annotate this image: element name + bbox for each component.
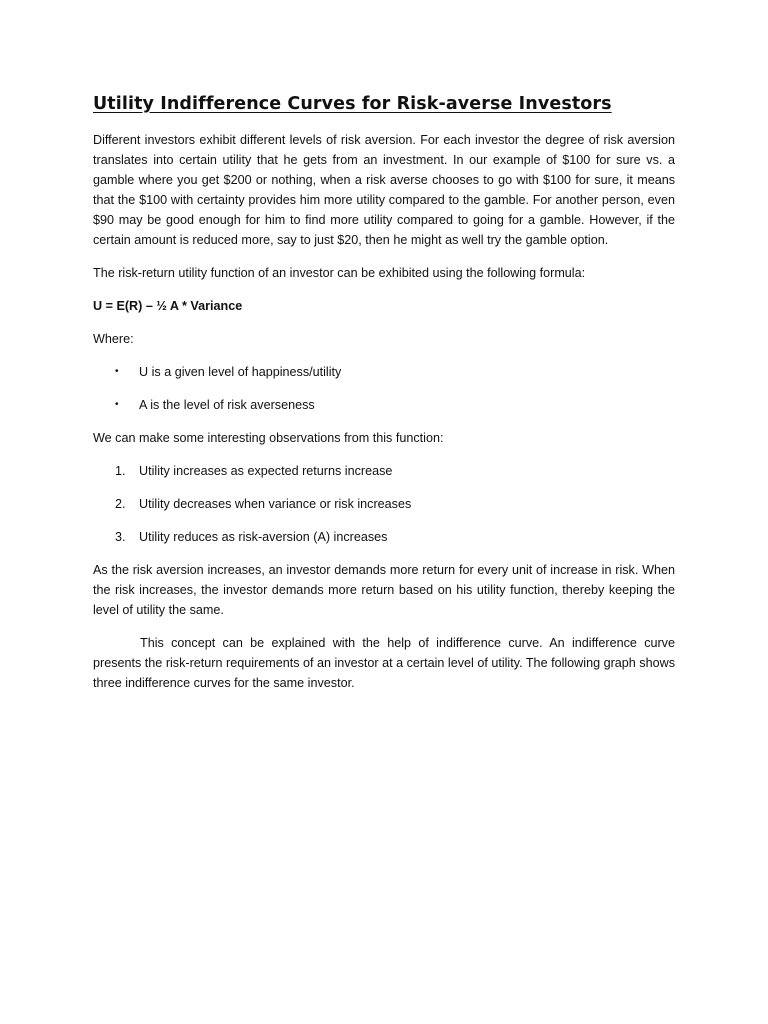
where-label: Where: <box>93 332 134 346</box>
observations-intro-paragraph: We can make some interesting observations from this function: <box>93 431 444 445</box>
document-title: Utility Indifference Curves for Risk-averse Investors <box>93 94 612 114</box>
definition-text: U is a given level of happiness/utility <box>139 365 342 379</box>
observation-text: Utility decreases when variance or risk increases <box>139 497 412 511</box>
observations-list <box>93 461 675 547</box>
list-item <box>93 362 675 382</box>
list-number: 1. <box>115 464 126 478</box>
list-number: 2. <box>115 497 126 511</box>
list-item <box>93 494 675 514</box>
formula-intro-paragraph: The risk-return utility function of an investor can be exhibited using the following formula: <box>93 266 586 280</box>
document-page <box>93 92 675 706</box>
indifference-curve-paragraph: This concept can be explained with the help of indifference curve. An indifference curve presents the risk-return requirements of an investor at a certain level of utility. The following graph shows three indifference curves for the same investor. <box>93 636 675 690</box>
observation-text: Utility reduces as risk-aversion (A) increases <box>139 530 388 544</box>
definition-text: A is the level of risk averseness <box>139 398 315 412</box>
definitions-list <box>93 362 675 415</box>
risk-aversion-paragraph: As the risk aversion increases, an investor demands more return for every unit of increase in risk. When the risk increases, the investor demands more return based on his utility function, thereby keeping the level of utility the same. <box>93 563 675 617</box>
list-item <box>93 527 675 547</box>
bullet-icon: • <box>115 366 119 377</box>
list-number: 3. <box>115 530 126 544</box>
intro-paragraph: Different investors exhibit different levels of risk aversion. For each investor the degree of risk aversion translates into certain utility that he gets from an investment. In our example of $100 for sure vs. a gamble where you get $200 or nothing, when a risk averse chooses to go with $100 for sure, it means that the $100 with certainty provides him more utility compared to the gamble. For another person, even $90 may be good enough for him to find more utility compared to going for a gamble. However, if the certain amount is reduced more, say to just $20, then he might as well try the gamble option. <box>93 133 675 247</box>
utility-formula: U = E(R) – ½ A * Variance <box>93 299 243 313</box>
bullet-icon: • <box>115 399 119 410</box>
observation-text: Utility increases as expected returns increase <box>139 464 393 478</box>
list-item <box>93 461 675 481</box>
list-item <box>93 395 675 415</box>
